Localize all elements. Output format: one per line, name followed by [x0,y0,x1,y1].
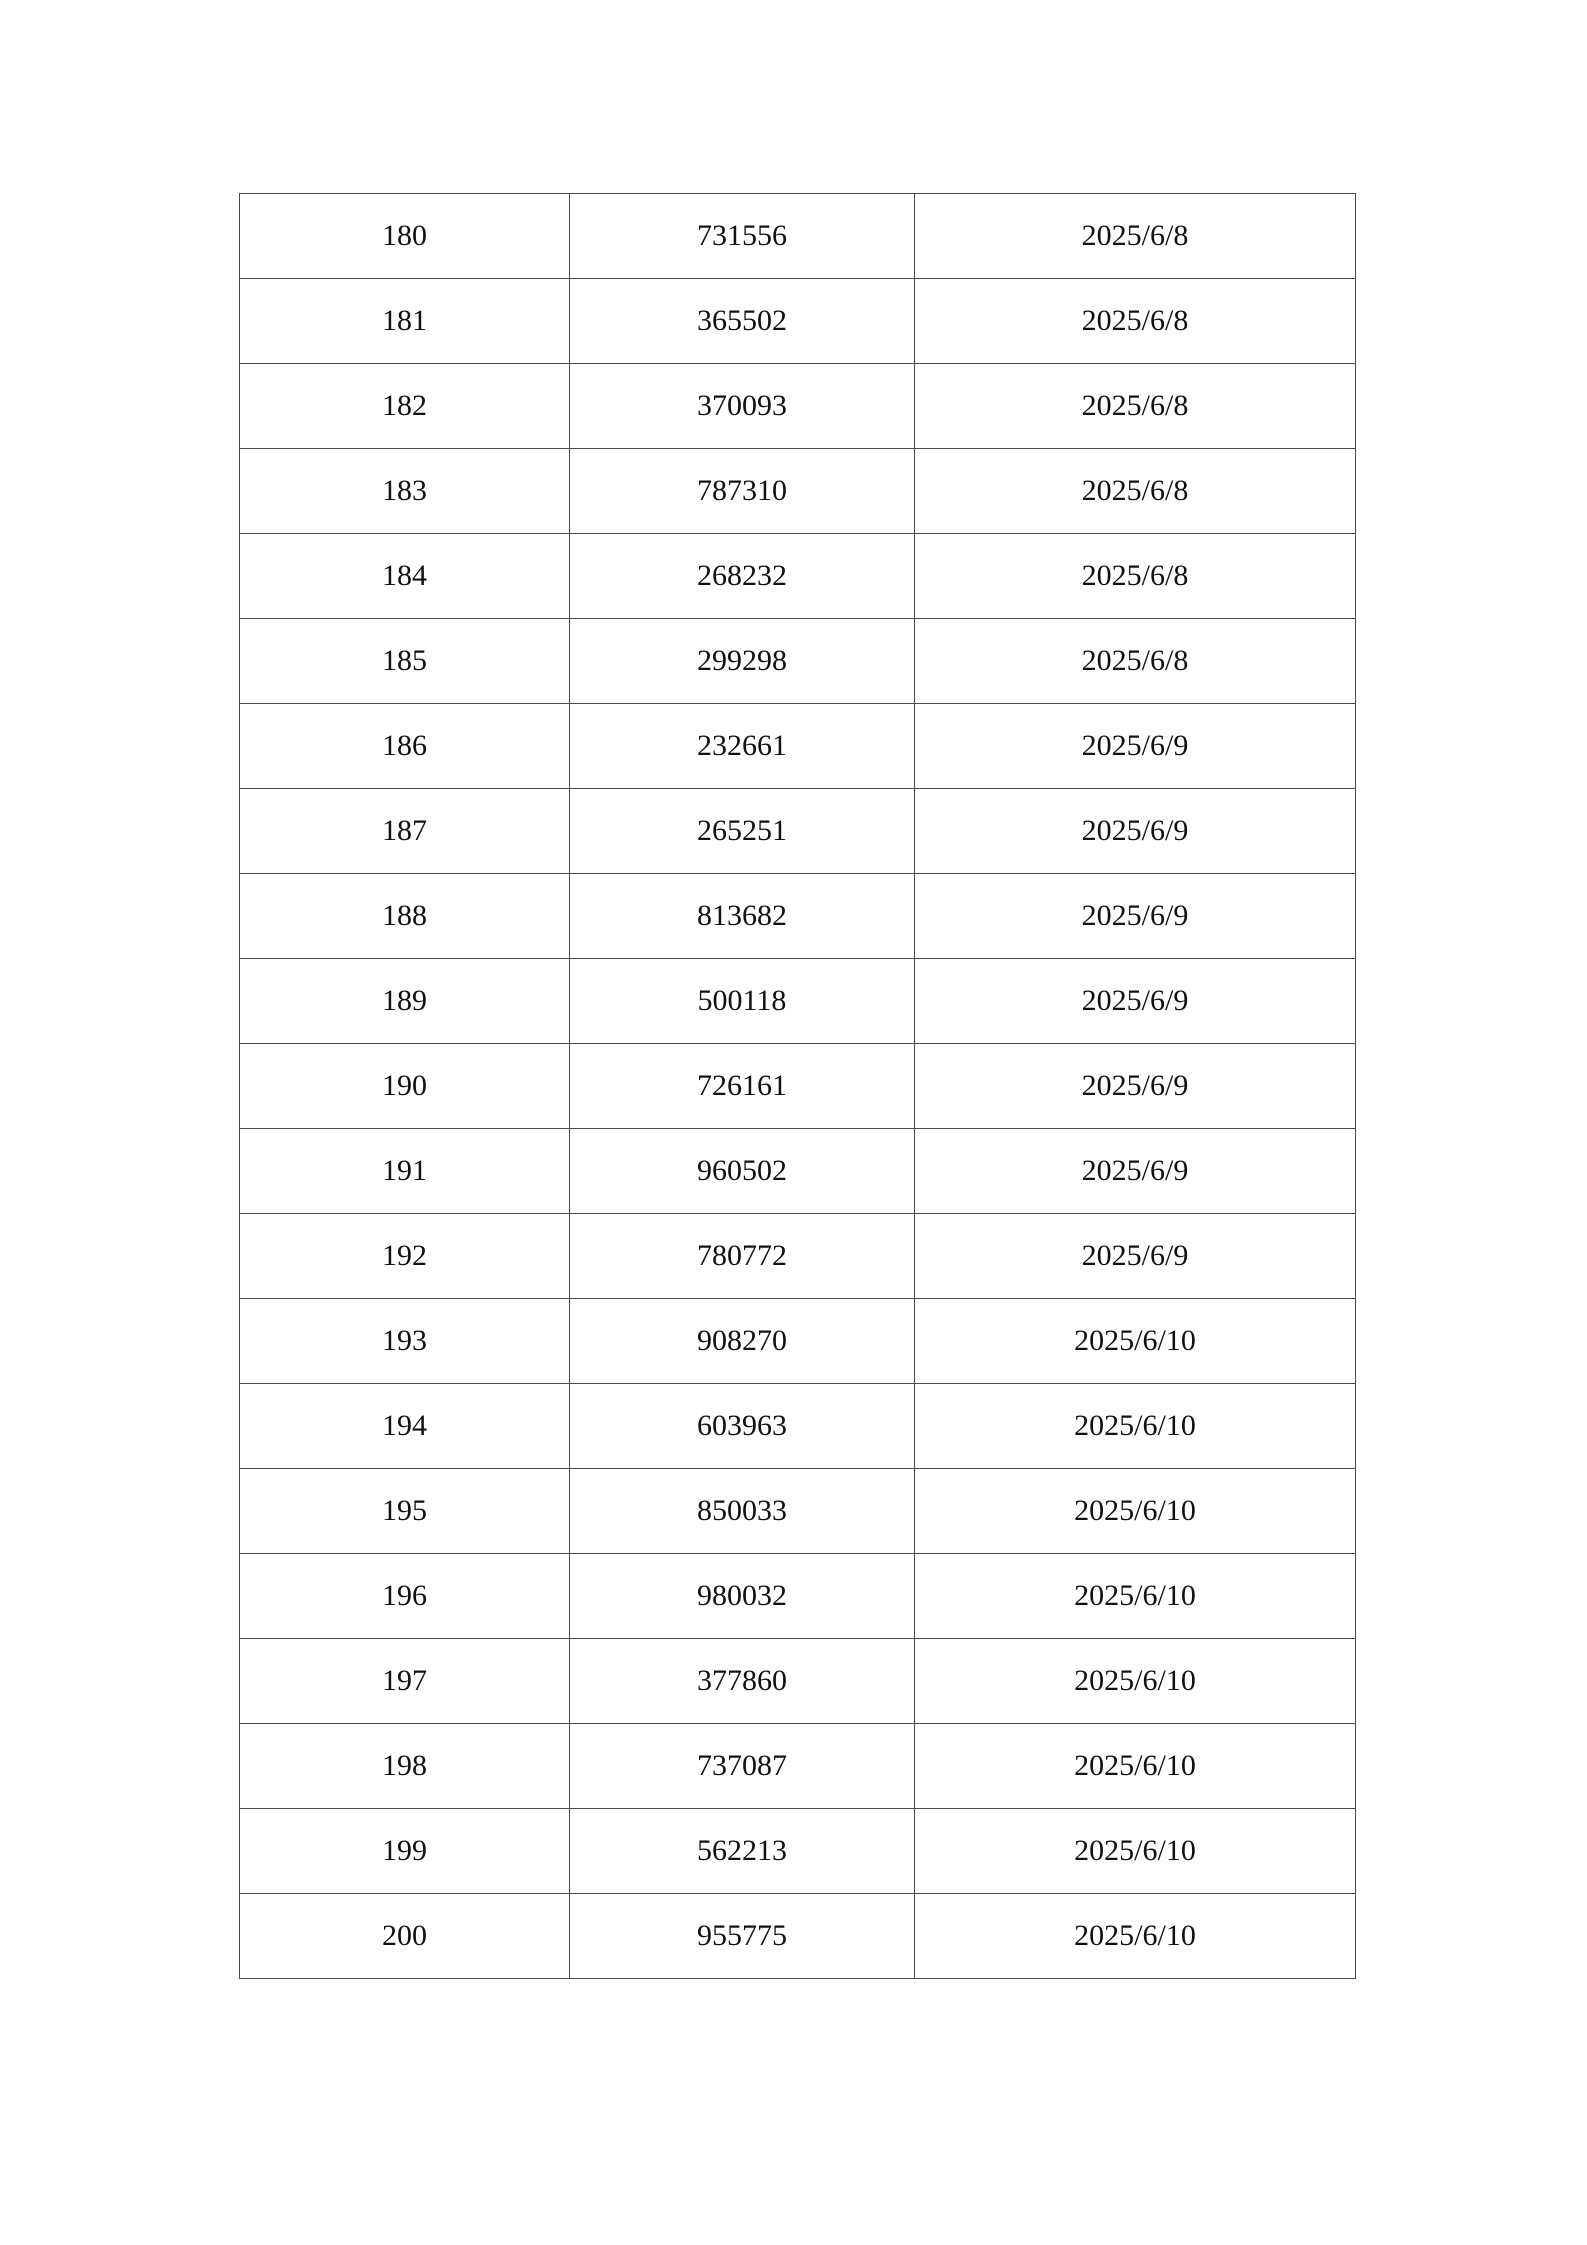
table-row [240,1639,1356,1724]
date-cell: 2025/6/10 [915,1894,1356,1979]
seq-cell: 190 [240,1044,570,1129]
date-cell: 2025/6/10 [915,1299,1356,1384]
seq-cell: 182 [240,364,570,449]
table-row [240,364,1356,449]
seq-cell: 193 [240,1299,570,1384]
table-row [240,959,1356,1044]
code-cell: 850033 [570,1469,915,1554]
code-cell: 908270 [570,1299,915,1384]
table-row [240,449,1356,534]
date-cell: 2025/6/10 [915,1809,1356,1894]
code-cell: 299298 [570,619,915,704]
date-cell: 2025/6/10 [915,1724,1356,1809]
date-cell: 2025/6/9 [915,1129,1356,1214]
date-cell: 2025/6/8 [915,619,1356,704]
date-cell: 2025/6/8 [915,279,1356,364]
seq-cell: 196 [240,1554,570,1639]
table-row [240,279,1356,364]
code-cell: 232661 [570,704,915,789]
table-body [240,194,1356,1979]
seq-cell: 197 [240,1639,570,1724]
seq-cell: 181 [240,279,570,364]
code-cell: 603963 [570,1384,915,1469]
data-table [239,193,1356,1979]
code-cell: 377860 [570,1639,915,1724]
date-cell: 2025/6/8 [915,534,1356,619]
seq-cell: 183 [240,449,570,534]
code-cell: 562213 [570,1809,915,1894]
table-row [240,619,1356,704]
table-row [240,1299,1356,1384]
date-cell: 2025/6/9 [915,959,1356,1044]
date-cell: 2025/6/10 [915,1384,1356,1469]
seq-cell: 194 [240,1384,570,1469]
table-row [240,1214,1356,1299]
code-cell: 268232 [570,534,915,619]
seq-cell: 195 [240,1469,570,1554]
seq-cell: 180 [240,194,570,279]
date-cell: 2025/6/9 [915,704,1356,789]
table-row [240,789,1356,874]
seq-cell: 189 [240,959,570,1044]
table-row [240,1044,1356,1129]
code-cell: 960502 [570,1129,915,1214]
table-row [240,1554,1356,1639]
seq-cell: 188 [240,874,570,959]
code-cell: 365502 [570,279,915,364]
seq-cell: 185 [240,619,570,704]
seq-cell: 198 [240,1724,570,1809]
seq-cell: 186 [240,704,570,789]
table-row [240,704,1356,789]
table-row [240,1384,1356,1469]
code-cell: 955775 [570,1894,915,1979]
date-cell: 2025/6/8 [915,194,1356,279]
date-cell: 2025/6/9 [915,874,1356,959]
code-cell: 980032 [570,1554,915,1639]
code-cell: 780772 [570,1214,915,1299]
code-cell: 813682 [570,874,915,959]
table-row [240,194,1356,279]
seq-cell: 191 [240,1129,570,1214]
code-cell: 265251 [570,789,915,874]
code-cell: 731556 [570,194,915,279]
date-cell: 2025/6/10 [915,1554,1356,1639]
seq-cell: 184 [240,534,570,619]
table-row [240,1809,1356,1894]
code-cell: 500118 [570,959,915,1044]
date-cell: 2025/6/9 [915,1214,1356,1299]
code-cell: 726161 [570,1044,915,1129]
seq-cell: 187 [240,789,570,874]
table-row [240,1894,1356,1979]
seq-cell: 200 [240,1894,570,1979]
table-row [240,1469,1356,1554]
date-cell: 2025/6/10 [915,1469,1356,1554]
code-cell: 370093 [570,364,915,449]
date-cell: 2025/6/8 [915,449,1356,534]
table-row [240,874,1356,959]
seq-cell: 192 [240,1214,570,1299]
date-cell: 2025/6/8 [915,364,1356,449]
table-row [240,1129,1356,1214]
table-row [240,534,1356,619]
seq-cell: 199 [240,1809,570,1894]
date-cell: 2025/6/9 [915,789,1356,874]
table-row [240,1724,1356,1809]
code-cell: 737087 [570,1724,915,1809]
date-cell: 2025/6/10 [915,1639,1356,1724]
code-cell: 787310 [570,449,915,534]
date-cell: 2025/6/9 [915,1044,1356,1129]
